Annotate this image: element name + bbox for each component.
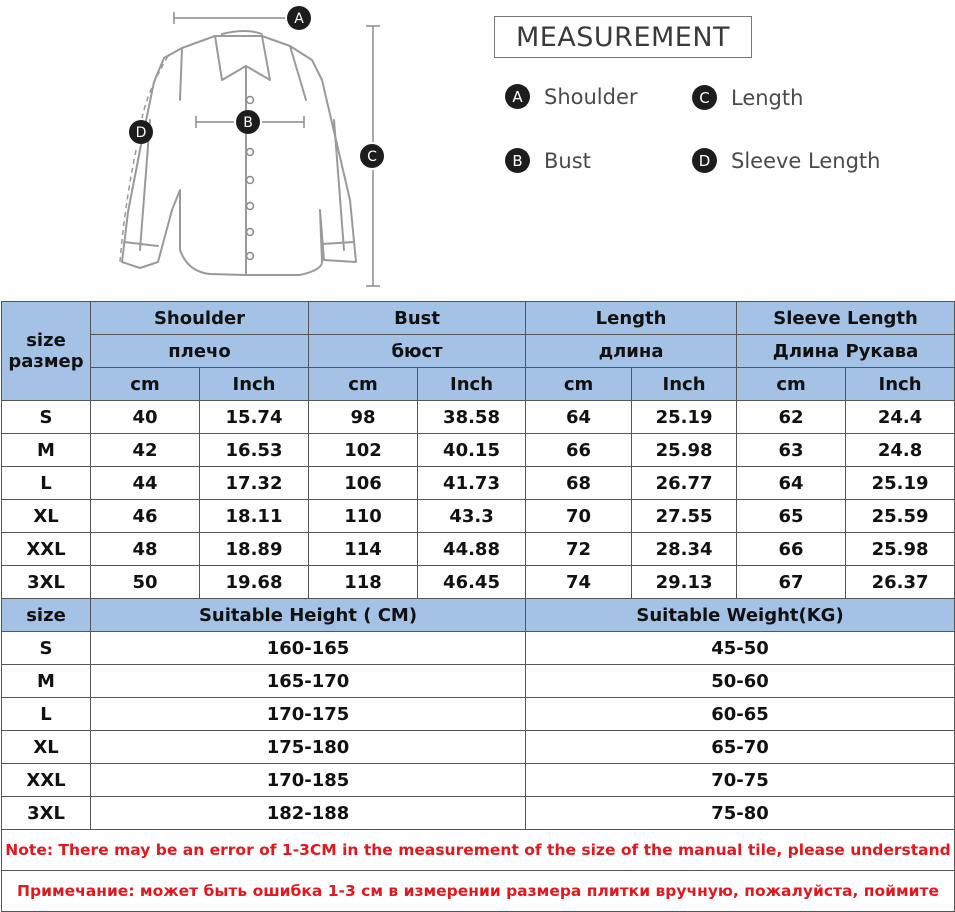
value-cell: 24.8 [846, 434, 955, 467]
unit-cm: cm [737, 368, 846, 401]
size-header-cell [2, 302, 91, 401]
value-cell: 63 [737, 434, 846, 467]
value-cell: 46 [91, 500, 200, 533]
fit-row [2, 797, 955, 830]
size-cell: L [2, 698, 91, 731]
value-cell: 25.19 [846, 467, 955, 500]
fit-height-header: Suitable Height ( CM) [91, 599, 526, 632]
column-sleeve-length-ru: Длина Рукава [737, 335, 955, 368]
table-row [2, 533, 955, 566]
value-cell: 25.19 [632, 401, 737, 434]
column-shoulder-ru: плечо [91, 335, 309, 368]
height-cell: 165-170 [91, 665, 526, 698]
value-cell: 72 [526, 533, 632, 566]
size-cell: M [2, 434, 91, 467]
value-cell: 98 [309, 401, 418, 434]
fit-row [2, 665, 955, 698]
value-cell: 68 [526, 467, 632, 500]
value-cell: 25.98 [632, 434, 737, 467]
value-cell: 28.34 [632, 533, 737, 566]
value-cell: 66 [526, 434, 632, 467]
unit-inch: Inch [418, 368, 526, 401]
value-cell: 43.3 [418, 500, 526, 533]
weight-cell: 45-50 [526, 632, 955, 665]
size-chart-table [1, 301, 955, 912]
weight-cell: 50-60 [526, 665, 955, 698]
marker-a [287, 6, 311, 30]
size-cell: M [2, 665, 91, 698]
size-cell: 3XL [2, 566, 91, 599]
size-cell: XL [2, 731, 91, 764]
value-cell: 38.58 [418, 401, 526, 434]
value-cell: 114 [309, 533, 418, 566]
value-cell: 25.98 [846, 533, 955, 566]
column-bust-ru: бюст [309, 335, 526, 368]
value-cell: 67 [737, 566, 846, 599]
legend-label-sleeve-length: Sleeve Length [731, 148, 881, 173]
value-cell: 29.13 [632, 566, 737, 599]
height-cell: 175-180 [91, 731, 526, 764]
measurement-title: MEASUREMENT [494, 16, 752, 58]
column-length: Length [526, 302, 737, 335]
fit-row [2, 632, 955, 665]
legend-label-bust: Bust [544, 148, 591, 173]
header-row-en [2, 302, 955, 335]
size-cell: 3XL [2, 797, 91, 830]
legend-item-sleeve-length [692, 148, 880, 173]
fit-weight-header: Suitable Weight(KG) [526, 599, 955, 632]
value-cell: 64 [526, 401, 632, 434]
value-cell: 102 [309, 434, 418, 467]
fit-size-header: size [2, 599, 91, 632]
marker-d-label: D [135, 125, 147, 141]
marker-d [129, 120, 153, 144]
table-row [2, 500, 955, 533]
size-cell: S [2, 401, 91, 434]
value-cell: 44.88 [418, 533, 526, 566]
value-cell: 25.59 [846, 500, 955, 533]
legend-marker-a: A [505, 84, 530, 109]
note-ru: Примечание: может быть ошибка 1-3 см в измерении размера плитки вручную, пожалуйста, поймите [2, 871, 955, 912]
value-cell: 16.53 [200, 434, 309, 467]
value-cell: 50 [91, 566, 200, 599]
fit-header-row [2, 599, 955, 632]
note-row-en [2, 830, 955, 871]
size-cell: S [2, 632, 91, 665]
column-bust: Bust [309, 302, 526, 335]
unit-cm: cm [309, 368, 418, 401]
size-header: size [26, 330, 66, 351]
value-cell: 17.32 [200, 467, 309, 500]
measurement-illustration [0, 0, 955, 300]
size-cell: XXL [2, 764, 91, 797]
weight-cell: 75-80 [526, 797, 955, 830]
value-cell: 65 [737, 500, 846, 533]
unit-inch: Inch [200, 368, 309, 401]
unit-inch: Inch [846, 368, 955, 401]
note-en: Note: There may be an error of 1-3CM in the measurement of the size of the manual tile, please understand [2, 830, 955, 871]
height-cell: 160-165 [91, 632, 526, 665]
weight-cell: 60-65 [526, 698, 955, 731]
value-cell: 44 [91, 467, 200, 500]
marker-c [360, 144, 384, 168]
height-cell: 170-175 [91, 698, 526, 731]
value-cell: 15.74 [200, 401, 309, 434]
value-cell: 40.15 [418, 434, 526, 467]
marker-b [236, 110, 260, 134]
table-row [2, 401, 955, 434]
value-cell: 106 [309, 467, 418, 500]
column-length-ru: длина [526, 335, 737, 368]
unit-cm: cm [91, 368, 200, 401]
legend-item-bust [505, 148, 591, 173]
table-row [2, 467, 955, 500]
size-header-ru: размер [8, 351, 84, 372]
value-cell: 110 [309, 500, 418, 533]
value-cell: 26.37 [846, 566, 955, 599]
unit-row [2, 368, 955, 401]
value-cell: 40 [91, 401, 200, 434]
value-cell: 18.89 [200, 533, 309, 566]
size-cell: XXL [2, 533, 91, 566]
height-cell: 170-185 [91, 764, 526, 797]
value-cell: 70 [526, 500, 632, 533]
column-sleeve-length: Sleeve Length [737, 302, 955, 335]
fit-row [2, 698, 955, 731]
marker-a-label: A [294, 11, 304, 27]
value-cell: 19.68 [200, 566, 309, 599]
value-cell: 66 [737, 533, 846, 566]
header-row-ru [2, 335, 955, 368]
value-cell: 74 [526, 566, 632, 599]
legend-item-length [692, 85, 803, 110]
value-cell: 48 [91, 533, 200, 566]
size-cell: L [2, 467, 91, 500]
column-shoulder: Shoulder [91, 302, 309, 335]
value-cell: 62 [737, 401, 846, 434]
fit-row [2, 764, 955, 797]
legend-marker-b: B [505, 148, 530, 173]
note-row-ru [2, 871, 955, 912]
value-cell: 64 [737, 467, 846, 500]
marker-b-label: B [243, 115, 253, 131]
weight-cell: 70-75 [526, 764, 955, 797]
legend-marker-d: D [692, 148, 717, 173]
value-cell: 18.11 [200, 500, 309, 533]
height-cell: 182-188 [91, 797, 526, 830]
legend-label-length: Length [731, 85, 804, 110]
value-cell: 27.55 [632, 500, 737, 533]
size-cell: XL [2, 500, 91, 533]
legend-label-shoulder: Shoulder [544, 84, 638, 109]
table-row [2, 566, 955, 599]
value-cell: 42 [91, 434, 200, 467]
unit-cm: cm [526, 368, 632, 401]
value-cell: 46.45 [418, 566, 526, 599]
marker-c-label: C [367, 149, 377, 165]
value-cell: 118 [309, 566, 418, 599]
fit-row [2, 731, 955, 764]
unit-inch: Inch [632, 368, 737, 401]
value-cell: 41.73 [418, 467, 526, 500]
legend-marker-c: C [692, 85, 717, 110]
table-row [2, 434, 955, 467]
weight-cell: 65-70 [526, 731, 955, 764]
legend-item-shoulder [505, 84, 638, 109]
value-cell: 26.77 [632, 467, 737, 500]
shirt-diagram [0, 0, 480, 300]
value-cell: 24.4 [846, 401, 955, 434]
